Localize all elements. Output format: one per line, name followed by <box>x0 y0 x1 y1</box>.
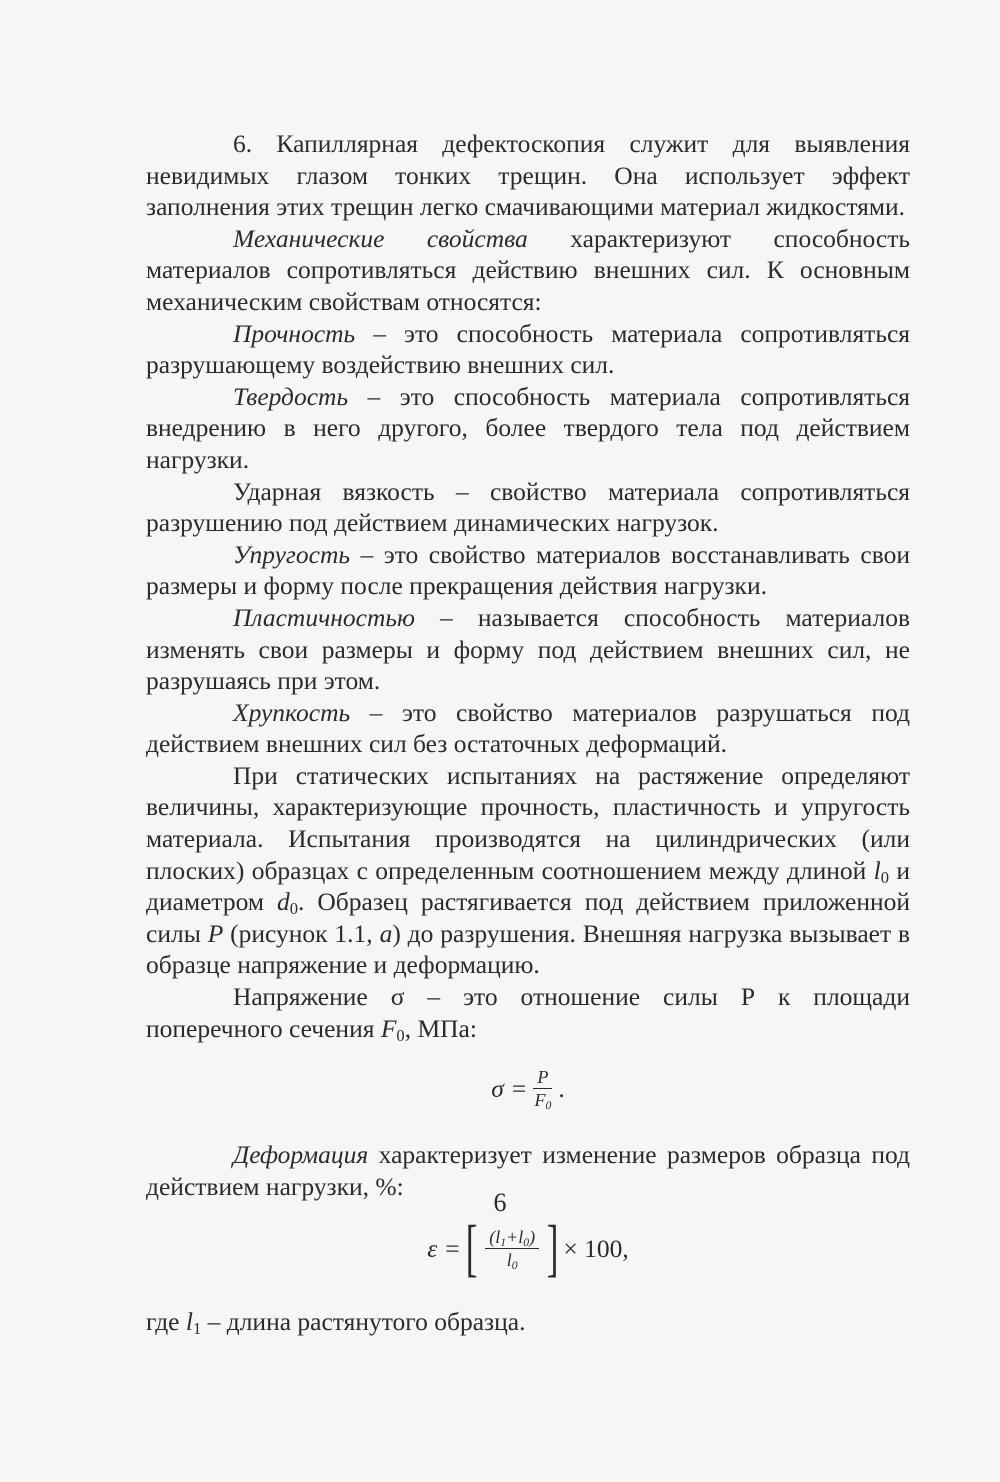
var-l0: l <box>518 1226 524 1247</box>
term-brittleness: Хрупкость <box>233 697 351 727</box>
var-diameter: d <box>276 887 290 917</box>
figure-letter: а <box>379 918 393 948</box>
formula-strain-denominator <box>503 1249 522 1271</box>
formula-stress-lhs: σ = <box>491 1073 528 1103</box>
paragraph-static-tests <box>146 760 910 981</box>
formula-strain-lhs: ε = <box>427 1233 461 1263</box>
var-l0-den-subscript: 0 <box>511 1258 518 1272</box>
var-l0-den: l <box>506 1249 512 1270</box>
paren-open: ( <box>489 1226 496 1247</box>
formula-strain-fraction <box>485 1226 539 1271</box>
var-area-subscript: 0 <box>396 1025 405 1045</box>
var-l1-text: l <box>185 1307 193 1337</box>
paragraph-text: – это способность материала сопротивляться внедрению в него другого, более твердого тела под действием нагрузки. <box>146 381 910 474</box>
paragraph-text: – это свойство материалов разрушаться под действием внешних сил без остаточных деформаций. <box>146 697 910 759</box>
left-bracket-icon: [ <box>465 1212 478 1284</box>
term-strength: Прочность <box>233 318 356 348</box>
var-length-subscript: 0 <box>880 867 889 887</box>
var-diameter-subscript: 0 <box>289 899 299 919</box>
paragraph-text: Напряжение σ – это отношение силы Р к площади поперечного сечения <box>146 982 910 1043</box>
formula-stress <box>146 1066 910 1111</box>
paragraph-text: – это свойство материалов восстанавливать свои размеры и форму после прекращения действия нагрузки. <box>146 539 910 601</box>
var-l1-text-subscript: 1 <box>192 1319 202 1339</box>
paragraph-brittleness <box>146 697 910 760</box>
paragraph-text: , МПа: <box>404 1013 477 1043</box>
paragraph-elasticity <box>146 539 910 602</box>
paragraph-text: – это способность материала сопротивляться разрушающему воздействию внешних сил. <box>146 318 910 380</box>
paragraph-text: ) до разрушения. Внешняя нагрузка вызывает в образце напряжение и деформацию. <box>146 918 911 980</box>
term-deformation: Деформация <box>233 1140 369 1170</box>
term-hardness: Твердость <box>233 381 349 411</box>
right-bracket-icon: ] <box>546 1212 559 1284</box>
formula-strain <box>146 1212 910 1284</box>
var-l0-subscript: 0 <box>523 1235 530 1249</box>
paragraph-text: где <box>146 1307 186 1337</box>
paragraph-text: – называется способность материалов изменять свои размеры и форму под действием внешних сил, не разрушаясь при этом. <box>146 602 910 696</box>
page-body <box>146 128 910 1338</box>
plus-sign: + <box>506 1226 519 1247</box>
var-force: P <box>207 918 224 948</box>
formula-stress-denominator <box>530 1089 555 1111</box>
formula-strain-rhs: × 100, <box>563 1233 629 1263</box>
term-mechanical-properties: Механические свойства <box>233 223 528 253</box>
paragraph-text: характеризует изменение размеров образца под действием нагрузки, %: <box>146 1140 910 1201</box>
paragraph-text: – длина растянутого образца. <box>201 1307 526 1337</box>
paragraph-l1-definition <box>146 1306 910 1338</box>
paragraph-stress <box>146 981 910 1044</box>
term-plasticity: Пластичностью <box>233 602 415 632</box>
paragraph-hardness <box>146 381 910 476</box>
formula-stress-period: . <box>558 1073 565 1103</box>
paragraph-text: (рисунок 1.1, <box>223 918 380 948</box>
paragraph-text: При статических испытаниях на растяжение определяют величины, характеризующие прочность, пластичность и упругость материала. Испытания производятся на цилиндрических (или плоских) образцах с определенным соотношением между длиной <box>146 760 910 885</box>
var-l1-subscript: 1 <box>500 1235 507 1249</box>
var-area: F <box>380 1013 397 1043</box>
paragraph-text: . Образец растягивается под действием приложенной силы <box>146 887 911 948</box>
var-length: l <box>873 855 881 885</box>
paragraph-mechanical-properties <box>146 223 910 318</box>
formula-stress-numerator: P <box>533 1066 552 1089</box>
paragraph-text: и диаметром <box>146 855 910 917</box>
paragraph-text: характеризуют способность материалов сопротивляться действию внешних сил. К основным механическим свойствам относятся: <box>146 223 910 316</box>
paren-close: ) <box>529 1226 536 1247</box>
paragraph-impact-toughness: Ударная вязкость – свойство материала сопротивляться разрушению под действием динамических нагрузок. <box>146 476 910 538</box>
formula-stress-den-var: F <box>534 1090 546 1111</box>
term-elasticity: Упругость <box>233 539 350 569</box>
paragraph-strength <box>146 318 910 381</box>
paragraph-plasticity <box>146 602 910 697</box>
paragraph-capillary-testing: 6. Капиллярная дефектоскопия служит для выявления невидимых глазом тонких трещин. Она использует эффект заполнения этих трещин легко смачивающими материал жидкостями. <box>146 129 910 222</box>
var-l1: l <box>495 1226 501 1247</box>
page-number: 6 <box>493 1188 507 1217</box>
formula-stress-den-sub: 0 <box>545 1099 552 1113</box>
formula-stress-fraction <box>530 1066 555 1111</box>
formula-strain-numerator <box>485 1226 539 1249</box>
